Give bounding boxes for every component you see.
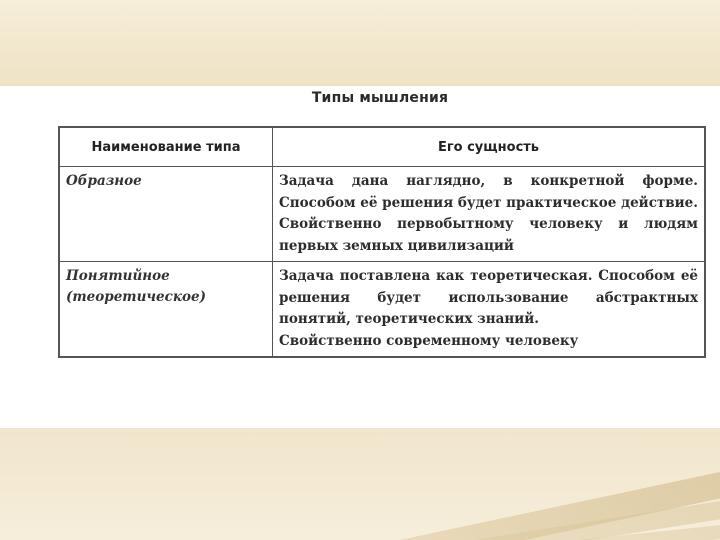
header-essence: Его сущность: [273, 127, 706, 167]
type-name: Понятийное: [66, 268, 170, 284]
essence-sentence: Свойственно современному человеку: [279, 332, 579, 349]
essence-sentence: Свойственно первобытному человеку и людям первых земных цивилизаций: [279, 216, 698, 254]
header-type-name: Наименование типа: [59, 127, 273, 167]
type-name-cell: [59, 262, 273, 358]
essence-text: [279, 266, 698, 352]
background-bottom: [0, 428, 720, 540]
background-top: [0, 0, 720, 86]
essence-sentence: Задача поставлена как теоретическая. Способом её решения будет использование абстрактных понятий, теоретических знаний.: [279, 268, 698, 327]
thinking-types-table: [58, 126, 706, 358]
type-name-subtitle: (теоретическое): [66, 289, 206, 305]
type-name: Образное: [66, 173, 142, 189]
slide-title: Типы мышления: [311, 90, 449, 106]
essence-text: [279, 171, 698, 257]
essence-cell: [273, 262, 706, 358]
table-row: [59, 167, 705, 262]
table-row: [59, 262, 705, 358]
slide-content: [0, 86, 720, 428]
table-header-row: [59, 127, 705, 167]
type-name-cell: [59, 167, 273, 262]
essence-sentence: Задача дана наглядно, в конкретной форме. Способом её решения будет практическое действие.: [279, 173, 698, 211]
essence-cell: [273, 167, 706, 262]
